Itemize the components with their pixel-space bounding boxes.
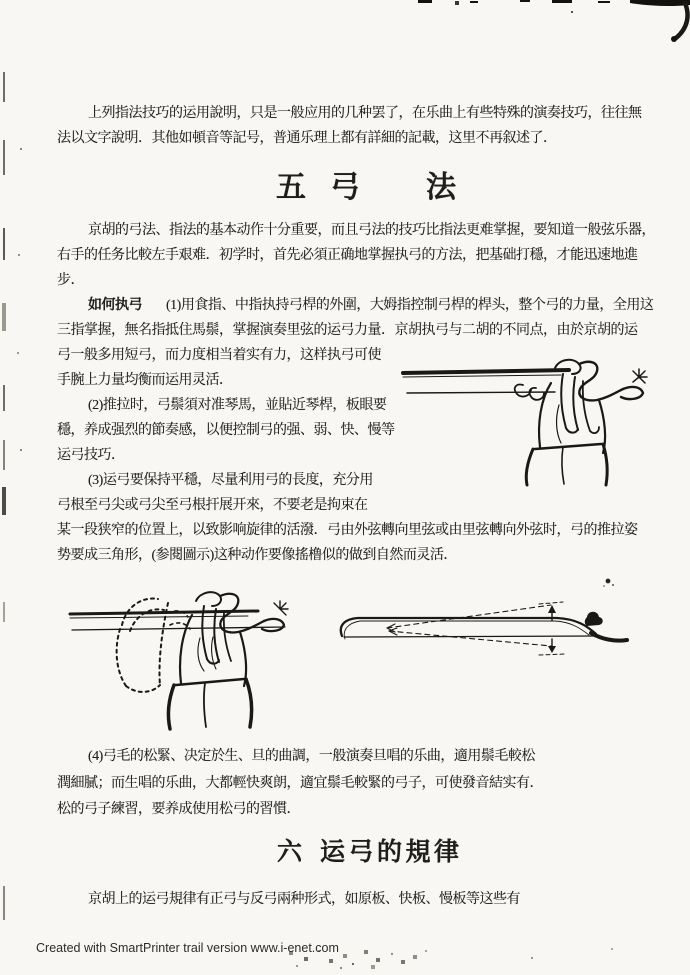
- how-to-hold-label: 如何执弓: [88, 298, 142, 313]
- scan-artifact: [418, 0, 432, 3]
- importance-line: 右手的任务比較左手艰难．初学时，首先必須正确地掌握执弓的方法，把基础打穩，才能迅速地進: [57, 248, 638, 263]
- section-heading-bowing-char: 法: [426, 171, 456, 204]
- point1-line: 三指掌握，無名指抵住馬鬃，掌握演奏里弦的运弓力量．京胡执弓与二胡的不同点，由於京胡的运: [57, 323, 638, 338]
- importance-line: 步．: [57, 273, 84, 288]
- point4-line: 松的弓子練習，要养成使用松弓的習慣．: [57, 802, 300, 817]
- rules-opening-line: 京胡上的运弓規律有正弓与反弓兩种形式，如原板、快板、慢板等这些有: [88, 892, 520, 907]
- scan-artifact: [3, 72, 5, 102]
- scan-artifact: [3, 140, 5, 175]
- point1-line: (1)用食指、中指执持弓桿的外圍，大姆指控制弓桿的桿头，整个弓的力量，全用这: [166, 298, 654, 313]
- scan-artifact: [2, 487, 6, 515]
- section-heading-rules-number: 六: [277, 839, 303, 866]
- point2-line: 穩，养成强烈的節奏感，以便控制弓的强、弱、快、慢等: [57, 423, 395, 438]
- scan-noise-speckles: [0, 0, 2, 2]
- bow-triangle-diagram: [325, 573, 670, 668]
- scan-artifact: [3, 228, 5, 260]
- scan-artifact: [598, 1, 610, 3]
- scan-artifact: [3, 385, 5, 411]
- point4-line: (4)弓毛的松緊、决定於生、旦的曲調，一般演奏旦唱的乐曲，適用鬃毛較松: [88, 749, 535, 764]
- scan-artifact: [552, 0, 572, 3]
- point3-line: (3)运弓要保持平穩，尽量利用弓的長度，充分用: [88, 473, 373, 488]
- scan-artifact: [3, 886, 5, 920]
- intro-paragraph-line: 法以文字說明．其他如頓音等記号，普通乐理上都有詳細的記載，这里不再叙述了．: [57, 131, 557, 146]
- bow-grip-illustration: [393, 355, 668, 487]
- point4-line: 潤細膩；而生唱的乐曲，大都輕快爽朗，適宜鬃毛較緊的弓子，可使發音結实有．: [57, 776, 543, 791]
- scan-artifact: [3, 440, 5, 470]
- scan-artifact: [470, 1, 478, 3]
- importance-line: 京胡的弓法、指法的基本动作十分重要，而且弓法的技巧比指法更难掌握，要知道一般弦乐器，: [88, 223, 655, 238]
- point2-line: 运弓技巧．: [57, 448, 125, 463]
- scan-artifact: [520, 0, 530, 2]
- section-heading-rules-title: 运弓的規律: [320, 839, 463, 866]
- intro-paragraph-line: 上列指法技巧的运用說明，只是一般应用的几种罢了，在乐曲上有些特殊的演奏技巧，往往無: [88, 106, 642, 121]
- section-heading-bowing-char: 五: [276, 171, 306, 204]
- point1-line: 手腕上力量均衡而运用灵活．: [57, 373, 233, 388]
- point3-line: 某一段狭窄的位置上，以致影响旋律的活潑．弓由外弦轉向里弦或由里弦轉向外弦时，弓的推拉姿: [57, 523, 638, 538]
- smartprinter-watermark: Created with SmartPrinter trail version www.i-enet.com: [36, 941, 339, 955]
- point2-line: (2)推拉时，弓鬃須对准琴馬，並貼近琴桿，板眼要: [88, 398, 387, 413]
- point1-line: 弓一般多用短弓，而力度相当着实有力，这样执弓可使: [57, 348, 381, 363]
- scan-artifact: [2, 303, 6, 331]
- scan-artifact-corner: [630, 0, 690, 50]
- point3-line: 弓根至弓尖或弓尖至弓根扞展开來，不要老是拘束在: [57, 498, 368, 513]
- point3-line: 势要成三角形，(参閱圖示)这种动作要像搖橹似的做到自然而灵活．: [57, 548, 457, 563]
- section-heading-bowing-char: 弓: [330, 171, 360, 204]
- bow-motion-illustration: [50, 583, 350, 748]
- scan-artifact: [3, 602, 5, 622]
